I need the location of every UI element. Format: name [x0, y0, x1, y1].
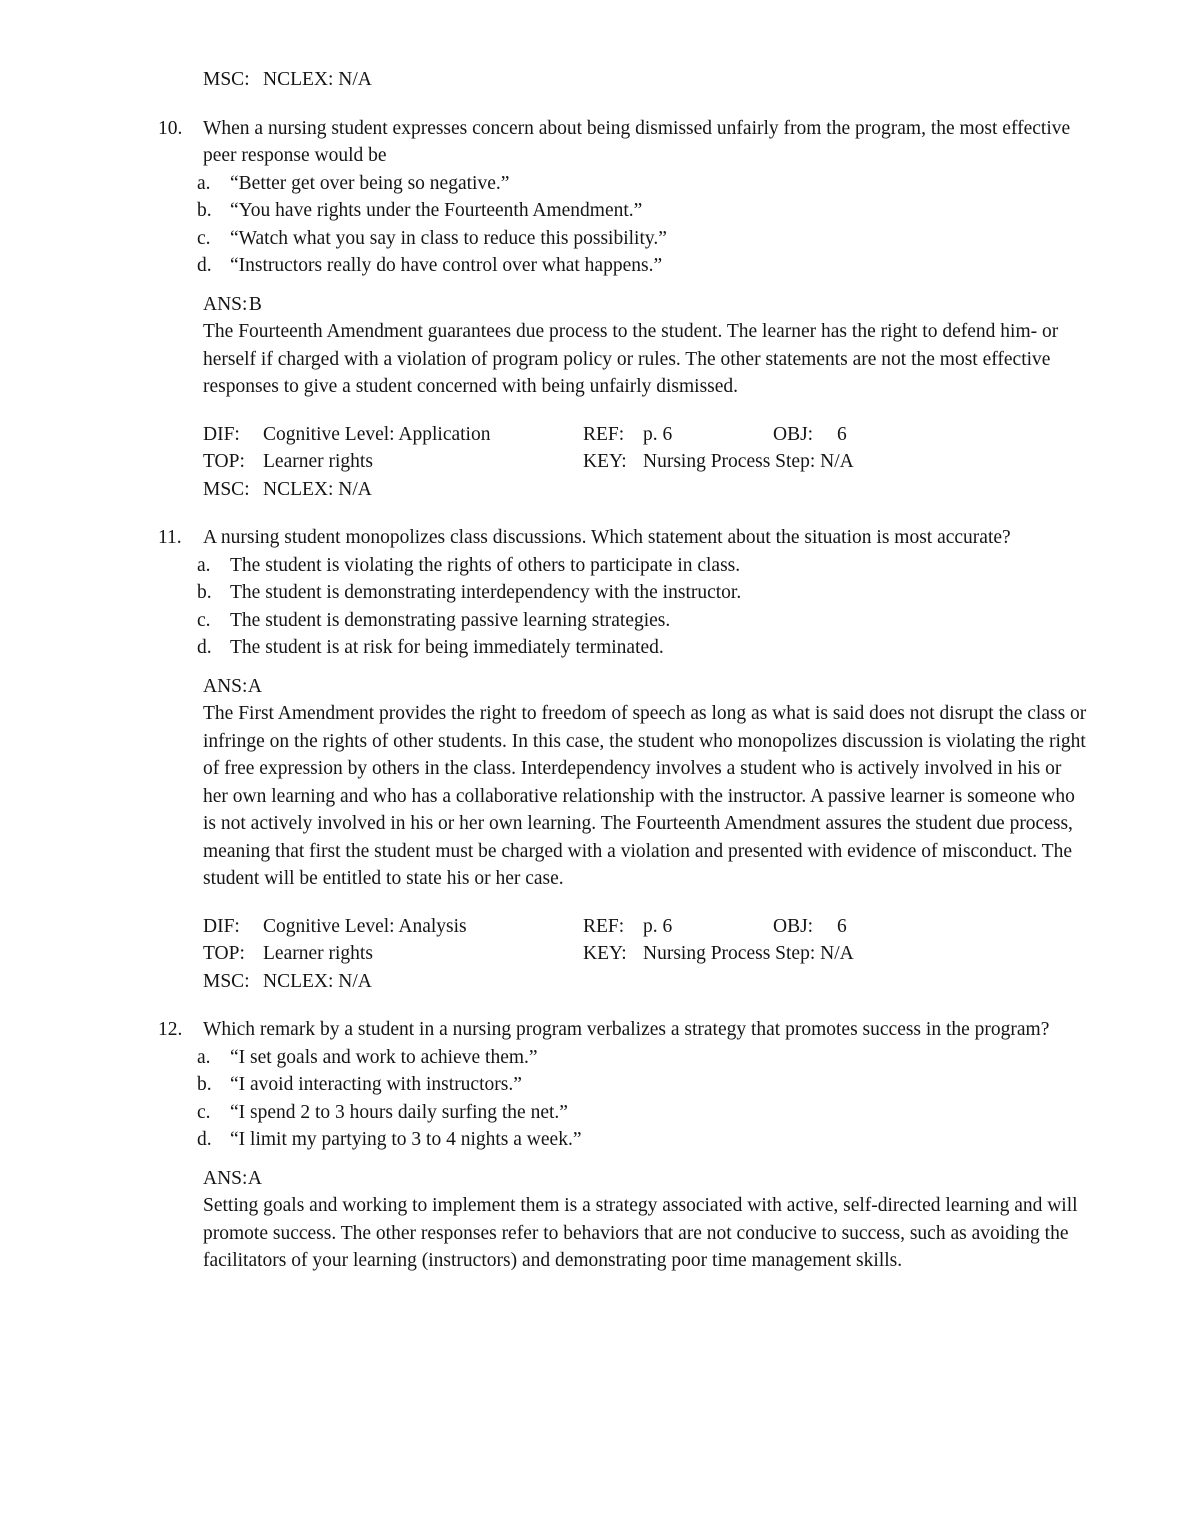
question-stem: Which remark by a student in a nursing program verbalizes a strategy that promotes success in the program?	[203, 1019, 1050, 1040]
answer-value: B	[248, 293, 262, 315]
question-body	[197, 115, 1087, 504]
meta-value-obj: 6	[837, 915, 847, 937]
meta-value-dif: Cognitive Level: Application	[263, 423, 491, 445]
option-letter: a.	[197, 1046, 211, 1068]
option-row-d	[197, 634, 1087, 662]
option-text: The student is demonstrating passive learning strategies.	[230, 609, 671, 631]
meta-row-top	[203, 448, 1087, 476]
option-text: “You have rights under the Fourteenth Amendment.”	[230, 200, 643, 221]
meta-value-msc: NCLEX: N/A	[263, 970, 372, 992]
answer-label: ANS:	[203, 675, 248, 697]
question-10	[0, 115, 1190, 504]
option-row-a	[197, 552, 1087, 580]
answer-label: ANS:	[203, 1167, 248, 1189]
option-letter: c.	[197, 609, 211, 631]
option-text: “Better get over being so negative.”	[230, 172, 510, 194]
meta-row-msc	[203, 968, 1087, 996]
rationale-text: The Fourteenth Amendment guarantees due process to the student. The learner has the right to defend him- or herself if charged with a violation of program policy or rules. The other statements are not the most effective responses to give a student concerned with being unfairly dismissed.	[203, 321, 1059, 397]
option-letter: b.	[197, 1074, 212, 1095]
meta-value-dif: Cognitive Level: Analysis	[263, 915, 467, 937]
meta-label-dif: DIF:	[203, 423, 240, 445]
option-letter: a.	[197, 554, 211, 576]
option-row-b	[197, 579, 1087, 607]
meta-row-top	[203, 940, 1087, 968]
option-row-a	[197, 1044, 1087, 1072]
meta-label-obj: OBJ:	[773, 423, 814, 445]
meta-row-msc	[203, 476, 1087, 504]
option-letter: d.	[197, 255, 212, 276]
meta-value-obj: 6	[837, 423, 847, 445]
question-number: 12.	[158, 1019, 183, 1040]
meta-label-dif: DIF:	[203, 915, 240, 937]
meta-label-top: TOP:	[203, 943, 245, 964]
question-number: 10.	[158, 117, 183, 139]
meta-label-key: KEY:	[583, 451, 627, 472]
meta-row-dif	[203, 913, 1087, 941]
option-row-b	[197, 1071, 1087, 1099]
meta-value-ref: p. 6	[643, 915, 673, 937]
rationale-text: The First Amendment provides the right to freedom of speech as long as what is said does not disrupt the class or infringe on the rights of other students. In this case, the student who monopolizes discussion is violating the right of free expression by others in the class. Interdependency involves a student who is actively involved in his or her own learning and who has a collaborative relationship with the instructor. A passive learner is someone who is not actively involved in his or her own learning. The Fourteenth Amendment assures the student due process, meaning that first the student must be charged with a violation and presented with evidence of misconduct. The student will be entitled to state his or her case.	[203, 703, 1087, 889]
meta-label-obj: OBJ:	[773, 915, 814, 937]
meta-label-key: KEY:	[583, 943, 627, 964]
option-row-c	[197, 607, 1087, 635]
meta-block	[203, 913, 1087, 996]
option-text: “Watch what you say in class to reduce this possibility.”	[230, 227, 667, 249]
rationale-text: Setting goals and working to implement them is a strategy associated with active, self-directed learning and will promote success. The other responses refer to behaviors that are not conducive to success, such as avoiding the facilitators of your learning (instructors) and demonstrating poor time management skills.	[203, 1195, 1078, 1271]
meta-label-ref: REF:	[583, 423, 625, 445]
question-stem: A nursing student monopolizes class discussions. Which statement about the situation is most accurate?	[203, 527, 1011, 548]
answer-label: ANS:	[203, 293, 248, 315]
option-letter: b.	[197, 582, 212, 603]
answer-line	[203, 1165, 1087, 1193]
option-row-b	[197, 197, 1087, 225]
meta-label-ref: REF:	[583, 915, 625, 937]
option-text: The student is demonstrating interdependency with the instructor.	[230, 582, 742, 603]
option-text: “I set goals and work to achieve them.”	[230, 1046, 538, 1068]
answer-value: A	[247, 1167, 262, 1189]
meta-label-msc: MSC:	[203, 970, 250, 992]
option-row-d	[197, 252, 1087, 280]
answer-value: A	[247, 675, 262, 697]
top-meta-line	[203, 66, 1190, 94]
option-text: “I avoid interacting with instructors.”	[230, 1074, 522, 1095]
meta-value-top: Learner rights	[263, 943, 373, 964]
option-letter: d.	[197, 1129, 212, 1150]
answer-line	[203, 673, 1087, 701]
option-row-d	[197, 1126, 1087, 1154]
option-row-c	[197, 1099, 1087, 1127]
meta-label-msc: MSC:	[203, 478, 250, 500]
meta-value-msc: NCLEX: N/A	[263, 69, 372, 90]
question-stem: When a nursing student expresses concern about being dismissed unfairly from the program, the most effective peer response would be	[203, 117, 1071, 166]
meta-label-top: TOP:	[203, 451, 245, 472]
option-text: The student is violating the rights of others to participate in class.	[230, 554, 741, 576]
option-text: “I spend 2 to 3 hours daily surfing the net.”	[230, 1101, 568, 1123]
meta-value-ref: p. 6	[643, 423, 673, 445]
question-number: 11.	[158, 527, 182, 548]
question-body	[197, 524, 1087, 995]
meta-value-key: Nursing Process Step: N/A	[643, 451, 854, 472]
option-text: “I limit my partying to 3 to 4 nights a week.”	[230, 1129, 582, 1150]
meta-block	[203, 421, 1087, 504]
question-11	[0, 524, 1190, 995]
meta-row-dif	[203, 421, 1087, 449]
option-letter: d.	[197, 637, 212, 658]
meta-value-key: Nursing Process Step: N/A	[643, 943, 854, 964]
option-row-a	[197, 170, 1087, 198]
option-letter: c.	[197, 227, 211, 249]
question-12	[0, 1016, 1190, 1275]
option-text: The student is at risk for being immediately terminated.	[230, 637, 664, 658]
meta-value-msc: NCLEX: N/A	[263, 478, 372, 500]
option-letter: b.	[197, 200, 212, 221]
meta-label-msc: MSC:	[203, 69, 250, 90]
option-text: “Instructors really do have control over what happens.”	[230, 255, 663, 276]
question-body	[197, 1016, 1087, 1275]
meta-value-top: Learner rights	[263, 451, 373, 472]
option-letter: a.	[197, 172, 211, 194]
answer-line	[203, 291, 1087, 319]
option-letter: c.	[197, 1101, 211, 1123]
option-row-c	[197, 225, 1087, 253]
